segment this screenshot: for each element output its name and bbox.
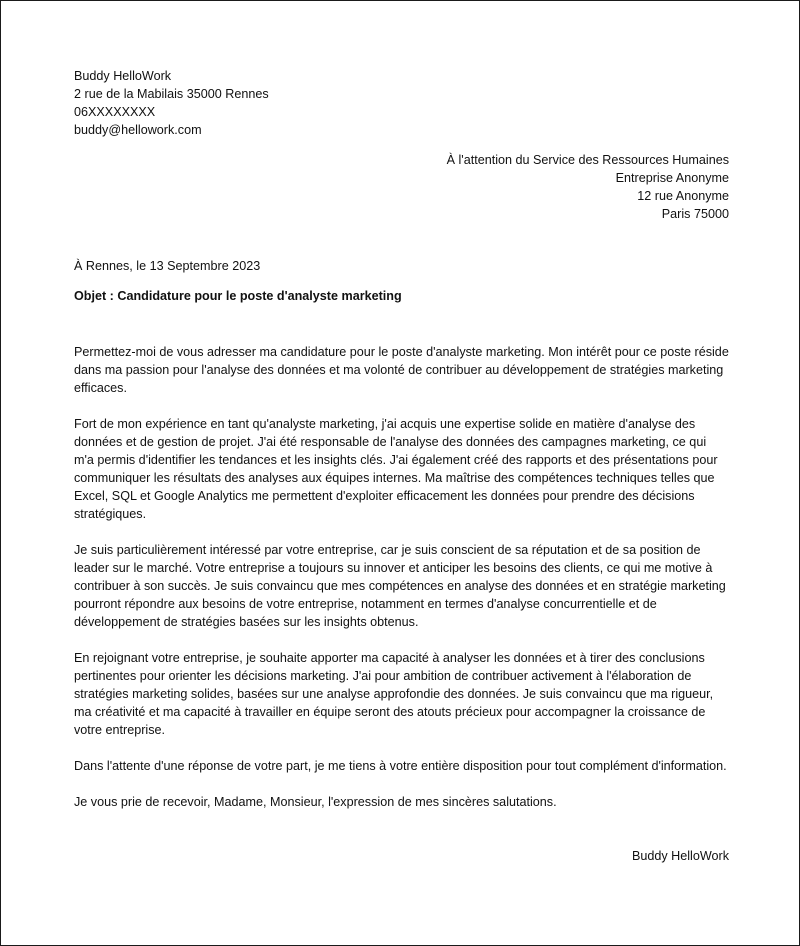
date-line: À Rennes, le 13 Septembre 2023 [74, 259, 261, 273]
body-paragraph: Fort de mon expérience en tant qu'analyste marketing, j'ai acquis une expertise solide en matière d'analyse des données et de gestion de projet. J'ai été responsable de l'analyse des données des campagnes marketing, ce qui m'a permis d'identifier les tendances et les insights clés. J'ai également créé des rapports et des présentations pour communiquer les résultats des analyses aux équipes internes. Ma maîtrise des compétences techniques telles que Excel, SQL et Google Analytics me permettent d'exploiter efficacement les données pour prendre des décisions stratégiques. [74, 417, 718, 521]
letter-body [74, 343, 729, 775]
recipient-block [74, 151, 729, 223]
sender-block [74, 67, 729, 139]
subject-line: Objet : Candidature pour le poste d'analyste marketing [74, 289, 402, 303]
recipient-street: 12 rue Anonyme [637, 189, 729, 203]
body-paragraph: En rejoignant votre entreprise, je souhaite apporter ma capacité à analyser les données et à tirer des conclusions pertinentes pour orienter les décisions marketing. J'ai pour ambition de contribuer activement à l'élaboration de stratégies marketing solides, basées sur une analyse approfondie des données. Je suis convaincu que ma rigueur, ma créativité et ma capacité à travailler en équipe seront des atouts précieux pour accompagner la croissance de votre entreprise. [74, 651, 714, 737]
body-paragraph: Dans l'attente d'une réponse de votre part, je me tiens à votre entière disposition pour tout complément d'information. [74, 759, 727, 773]
sender-phone: 06XXXXXXXX [74, 105, 156, 119]
sender-email: buddy@hellowork.com [74, 123, 202, 137]
sender-name: Buddy HelloWork [74, 69, 172, 83]
letter-content [74, 67, 729, 865]
body-paragraph: Je suis particulièrement intéressé par votre entreprise, car je suis conscient de sa réputation et de sa position de leader sur le marché. Votre entreprise a toujours su innover et anticiper les besoins des clients, ce qui me motive à contribuer à son succès. Je suis convaincu que mes compétences en analyse des données et en stratégie marketing pourront répondre aux besoins de votre entreprise, notamment en termes d'analyse concurrentielle et de développement de stratégies basées sur les insights obtenus. [74, 543, 726, 629]
closing-line: Je vous prie de recevoir, Madame, Monsieur, l'expression de mes sincères salutations. [74, 795, 557, 809]
recipient-company: Entreprise Anonyme [615, 171, 729, 185]
body-paragraph: Permettez-moi de vous adresser ma candidature pour le poste d'analyste marketing. Mon intérêt pour ce poste réside dans ma passion pour l'analyse des données et ma volonté de contribuer au développement de stratégies marketing efficaces. [74, 345, 729, 395]
recipient-attention: À l'attention du Service des Ressources Humaines [446, 153, 729, 167]
signature: Buddy HelloWork [631, 849, 729, 863]
sender-address: 2 rue de la Mabilais 35000 Rennes [74, 87, 269, 101]
recipient-city: Paris 75000 [661, 207, 729, 221]
